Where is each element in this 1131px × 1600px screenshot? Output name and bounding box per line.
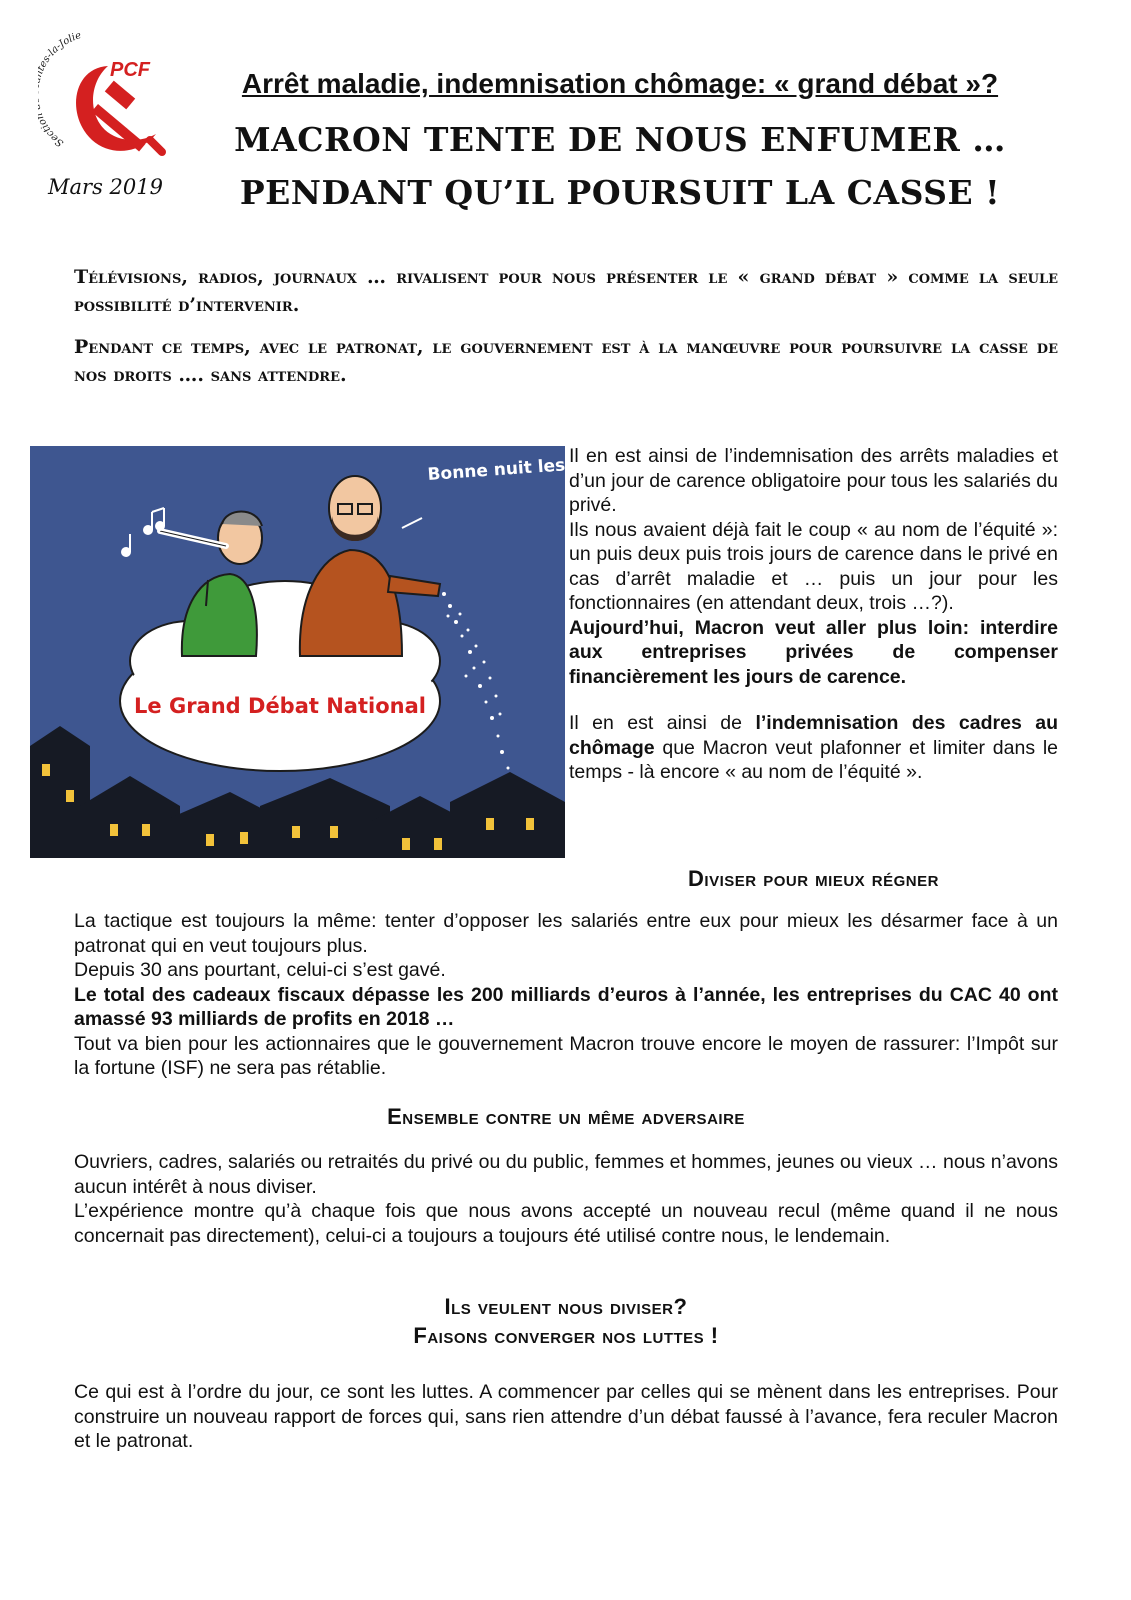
rcol-paragraph-1c: Aujourd’hui, Macron veut aller plus loin: interdire aux entreprises privées de compenser financièrement les jours de carence. bbox=[569, 616, 1058, 688]
rcol-paragraph-1b: Ils nous avaient déjà fait le coup « au nom de l’équité »: un puis deux puis trois jours de carence dans le privé en cas d’arrêt maladie et … puis un jour pour les fonctionnaires (en attendant deux, trois …?). bbox=[569, 518, 1058, 614]
cartoon-illustration bbox=[30, 446, 642, 858]
pcf-logo bbox=[38, 24, 178, 174]
logo-section-text: Secti es-la-Jolie bbox=[38, 30, 83, 149]
section-2-paragraph-2: L’expérience montre qu’à chaque fois que nous avons accepté un nouveau recul (même quand il ne nous concernait pas directement), celui-ci a toujours a toujours été utilisé contre nous, le lendemain. bbox=[74, 1200, 1058, 1247]
right-column bbox=[569, 444, 1058, 785]
kicker-title: Arrêt maladie, indemnisation chômage: « grand débat »? bbox=[241, 68, 999, 99]
section-3-title-line-1: Ils veulent nous diviser? bbox=[444, 1294, 688, 1319]
section-title-together: Ensemble contre un même adversaire bbox=[387, 1104, 745, 1129]
headline-line-1: MACRON TENTE DE NOUS ENFUMER … bbox=[234, 120, 1006, 159]
section-1-body bbox=[74, 909, 1058, 1081]
section-2-paragraph-1: Ouvriers, cadres, salariés ou retraités du privé ou du public, femmes et hommes, jeunes ou vieux … nous n’avons aucun intérêt à nous diviser. bbox=[74, 1151, 1058, 1198]
section-3-title-line-2: Faisons converger nos luttes ! bbox=[413, 1323, 719, 1348]
section-1-paragraph-1: La tactique est toujours la même: tenter d’opposer les salariés entre eux pour mieux les désarmer face à un patronat qui en veut toujours plus. bbox=[74, 910, 1058, 957]
cloud-label: Le Grand Débat National bbox=[134, 694, 426, 718]
section-3-paragraph-1: Ce qui est à l’ordre du jour, ce sont les luttes. A commencer par celles qui se mènent dans les entreprises. Pour construire un nouveau rapport de forces qui, sans rien attendre d’un débat faussé à l’avance, fera reculer Macron et le patronat. bbox=[74, 1381, 1058, 1452]
section-1-paragraph-4: Tout va bien pour les actionnaires que le gouvernement Macron trouve encore le moyen de rassurer: l’Impôt sur la fortune (ISF) ne sera pas rétablie. bbox=[74, 1032, 1058, 1079]
section-title-divide: Diviser pour mieux régner bbox=[688, 866, 939, 891]
intro-paragraph-1: Télévisions, radios, journaux … rivalisent pour nous présenter le « grand débat » comme la seule possibilité d’intervenir. bbox=[74, 266, 1058, 316]
section-2-body bbox=[74, 1150, 1058, 1248]
section-1-paragraph-3: Le total des cadeaux fiscaux dépasse les 200 milliards d’euros à l’année, les entreprises du CAC 40 ont amassé 93 milliards de profits en 2018 … bbox=[74, 983, 1058, 1030]
issue-date: Mars 2019 bbox=[48, 175, 163, 199]
speech-text: Bonne nuit les petits ! bbox=[426, 450, 642, 485]
rcol-paragraph-2: Il en est ainsi de l’indemnisation des cadres au chômage que Macron veut plafonner et limiter dans le temps - là encore « au nom de l’équité ». bbox=[569, 712, 1058, 783]
section-title-converge bbox=[74, 1292, 1058, 1350]
section-3-body bbox=[74, 1380, 1058, 1454]
logo-party-text: PCF bbox=[110, 59, 150, 81]
section-1-paragraph-2: Depuis 30 ans pourtant, celui-ci s’est gavé. bbox=[74, 959, 446, 981]
intro-paragraph-2: Pendant ce temps, avec le patronat, le gouvernement est à la manœuvre pour poursuivre la casse de nos droits …. sans attendre. bbox=[74, 336, 1058, 386]
hammer-sickle-icon bbox=[38, 24, 178, 174]
headline-line-2: PENDANT QU’IL POURSUIT LA CASSE ! bbox=[239, 173, 1001, 212]
rcol-paragraph-1a: Il en est ainsi de l’indemnisation des arrêts maladies et d’un jour de carence obligatoire pour tous les salariés du privé. bbox=[569, 445, 1058, 516]
